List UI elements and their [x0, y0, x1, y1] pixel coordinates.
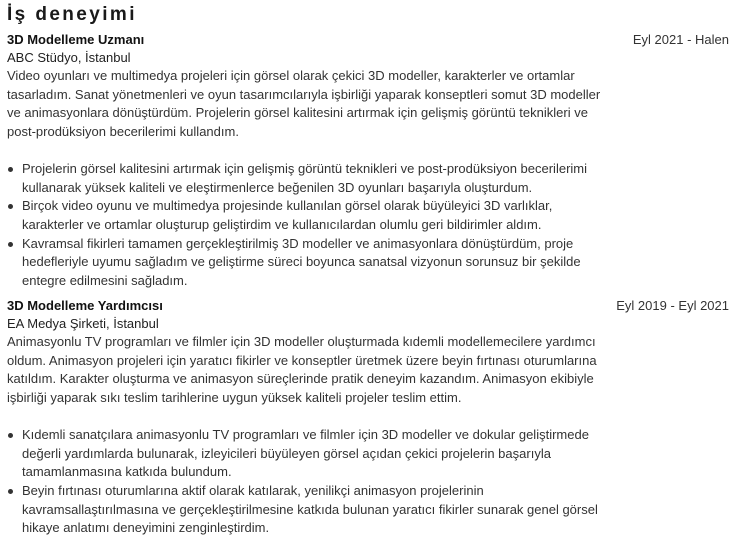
job-bullet [7, 426, 602, 482]
job-header [7, 31, 729, 49]
job-bullet-text: Projelerin görsel kalitesini artırmak için gelişmiş görüntü teknikleri ve post-prodüksiyon becerilerimi kullanarak yüksek kaliteli ve eleştirmenlerce beğenilen 3D oyunları başarıyla oluşturdum. [22, 160, 587, 195]
job-bullet [7, 197, 602, 234]
job-dates: Eyl 2021 - Halen [632, 32, 729, 47]
bullet-icon [8, 433, 13, 438]
job-bullet-list [7, 426, 602, 538]
job-company: ABC Stüdyo, İstanbul [7, 50, 131, 65]
job-title: 3D Modelleme Uzmanı [7, 32, 145, 47]
job-dates: Eyl 2019 - Eyl 2021 [616, 298, 729, 313]
job-description: Animasyonlu TV programları ve filmler için 3D modeller oluşturmada kıdemli modellemecilere yardımcı oldum. Animasyon projeleri için yaratıcı fikirler ve konseptler üretmek üzere beyin fırtınası oturumlarına katıldım. Karakter oluşturma ve animasyon süreçlerinde pratik deneyim kazandım. Animasyon ekibiyle işbirliği yaparak sıkı teslim tarihlerine uygun yüksek kaliteli projeler teslim ettim. [7, 334, 597, 406]
job-bullet-text: Kavramsal fikirleri tamamen gerçekleştirilmiş 3D modeller ve animasyonlara dönüştürdüm, proje hedefleriyle uyumu sağladım ve geliştirme süreci boyunca sanatsal vizyonun sorunsuz bir şekilde entegre edilmesini sağladım. [22, 235, 581, 289]
job-bullet [7, 160, 602, 197]
job-bullet-text: Birçok video oyunu ve multimedya projesinde kullanılan görsel olarak büyüleyici 3D varlıklar, karakterler ve ortamlar oluşturup geliştirdim ve kullanıcılardan olumlu geri bildirimler aldım. [22, 198, 553, 232]
job-header [7, 297, 729, 315]
job-bullet [7, 235, 602, 291]
bullet-icon [8, 242, 13, 247]
job-bullet-text: Beyin fırtınası oturumlarına aktif olarak katılarak, yenilikçi animasyon projelerinin kavramsallaştırılmasına ve gerçekleştirilmesine katkıda bulunan yaratıcı fikirler sunarak genel görsel hikaye anlatımı deneyimini zenginleştirdim. [22, 482, 598, 536]
job-bullet [7, 482, 602, 538]
bullet-icon [8, 167, 13, 172]
job-description: Video oyunları ve multimedya projeleri için görsel olarak çekici 3D modeller, karakterler ve ortamlar tasarladım. Sanat yönetmenleri ve oyun tasarımcılarıyla işbirliği yaparak konseptleri somut 3D modeller ve animasyonlara dönüştürdüm. Projelerin görsel kalitesini artırmak için gelişmiş görüntü teknikleri ve post-prodüksiyon becerilerimi kullandım. [7, 68, 601, 140]
bullet-icon [8, 204, 13, 209]
bullet-icon [8, 489, 13, 494]
job-bullet-list [7, 160, 602, 291]
job-entry [7, 31, 729, 291]
job-title: 3D Modelleme Yardımcısı [7, 298, 163, 313]
job-company: EA Medya Şirketi, İstanbul [7, 316, 159, 331]
job-entry [7, 297, 729, 538]
job-bullet-text: Kıdemli sanatçılara animasyonlu TV programları ve filmler için 3D modeller ve dokular geliştirmede değerli yardımlarda bulunarak, izleyicileri büyüleyen görsel açıdan çekici projelerin başarıyla tamamlanmasına katkıda bulundum. [22, 426, 589, 480]
section-title: İş deneyimi [7, 4, 137, 25]
